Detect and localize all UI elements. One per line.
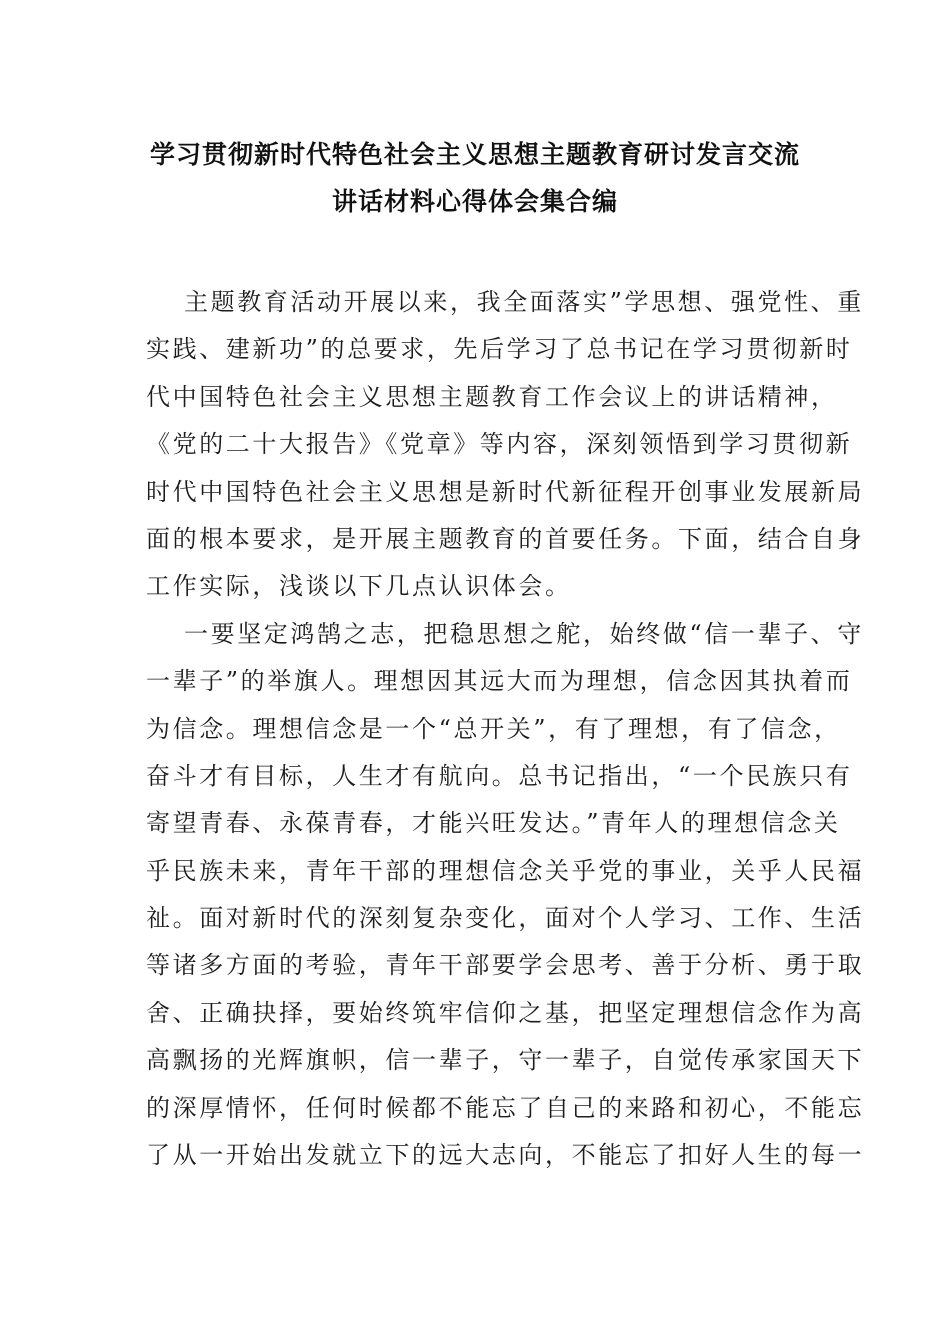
body-text-line: 为信念。理想信念是一个“总开关”，有了理想，有了信念， — [146, 714, 841, 743]
document-title-line-2: 讲话材料心得体会集合编 — [331, 187, 618, 216]
body-text-line: 代中国特色社会主义思想主题教育工作会议上的讲话精神， — [146, 382, 838, 411]
body-text-line: 面的根本要求，是开展主题教育的首要任务。下面，结合自身 — [146, 524, 865, 553]
body-text-line: 祉。面对新时代的深刻复杂变化，面对个人学习、工作、生活 — [146, 904, 865, 933]
body-text-line: 奋斗才有目标，人生才有航向。总书记指出，“一个民族只有 — [146, 761, 853, 790]
body-text-line: 工作实际，浅谈以下几点认识体会。 — [146, 572, 572, 601]
body-text-line: 《党的二十大报告》《党章》等内容，深刻领悟到学习贯彻新 — [146, 430, 853, 459]
body-text-line: 舍、正确抉择，要始终筑牢信仰之基，把坚定理想信念作为高 — [146, 998, 865, 1027]
body-text-line: 了从一开始出发就立下的远大志向，不能忘了扣好人生的每一 — [146, 1141, 865, 1170]
body-text-line: 实践、建新功”的总要求，先后学习了总书记在学习贯彻新时 — [146, 335, 853, 364]
body-text-line: 的深厚情怀，任何时候都不能忘了自己的来路和初心，不能忘 — [146, 1093, 865, 1122]
body-text-line: 主题教育活动开展以来，我全面落实”学思想、强党性、重 — [184, 288, 864, 316]
document-title-line-1: 学习贯彻新时代特色社会主义思想主题教育研讨发言交流 — [149, 140, 800, 169]
body-text-line: 一辈子”的举旗人。理想因其远大而为理想，信念因其执着而 — [146, 667, 853, 696]
body-text-line: 高飘扬的光辉旗帜，信一辈子，守一辈子，自觉传承家国天下 — [146, 1046, 865, 1075]
body-text-line: 等诸多方面的考验，青年干部要学会思考、善于分析、勇于取 — [146, 951, 865, 980]
body-text-line: 乎民族未来，青年干部的理想信念关乎党的事业，关乎人民福 — [146, 856, 865, 885]
body-text-line: 寄望青春、永葆青春，才能兴旺发达。”青年人的理想信念关 — [146, 809, 841, 838]
body-text-line: 时代中国特色社会主义思想是新时代新征程开创事业发展新局 — [146, 477, 865, 506]
body-text-line: 一要坚定鸿鹄之志，把稳思想之舵，始终做“信一辈子、守 — [184, 619, 864, 648]
document-body — [146, 284, 865, 1184]
